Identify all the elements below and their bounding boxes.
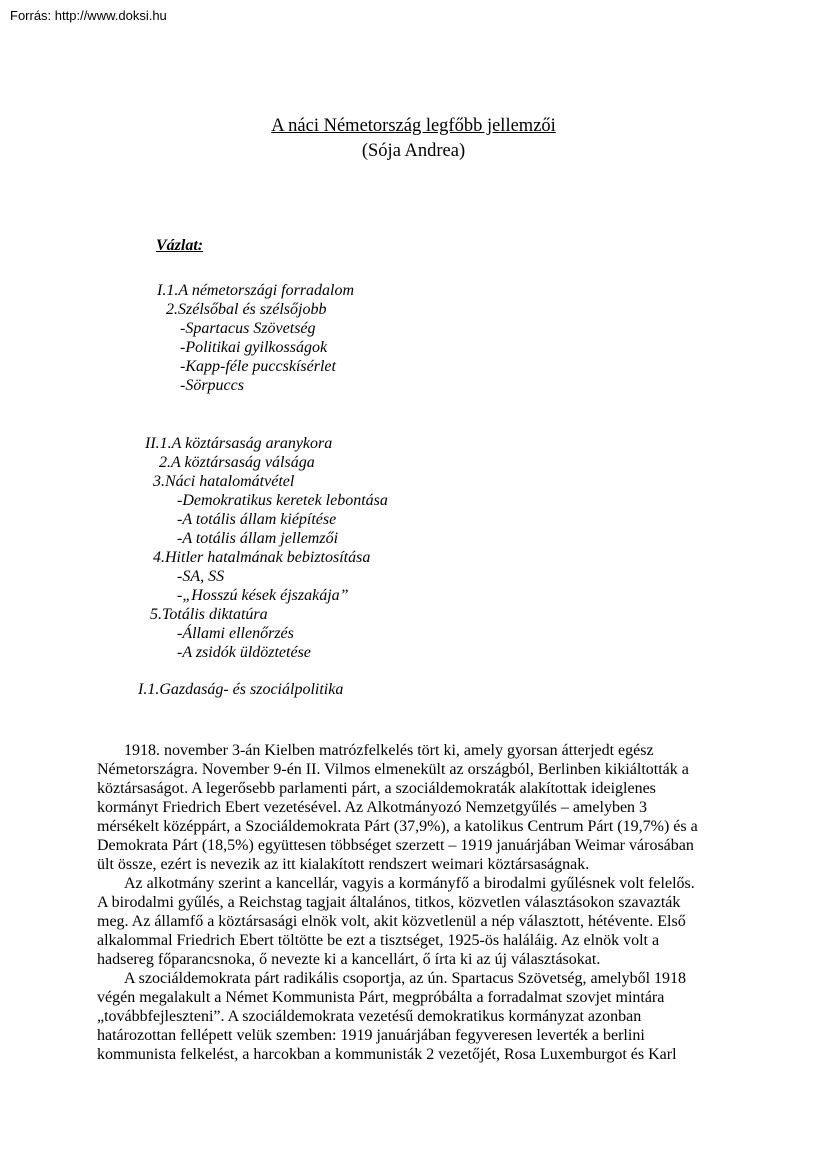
body-line: köztársaságot. A legerősebb parlamenti párt, a szociáldemokraták alakítottak ideiglenes [97, 780, 656, 797]
page-title: A náci Németország legfőbb jellemzői [271, 116, 556, 136]
outline-closing-item: I.1.Gazdaság- és szociálpolitika [138, 681, 344, 698]
outline-item: II.1.A köztársaság aranykora [145, 435, 333, 452]
body-line: „továbbfejleszteni”. A szociáldemokrata vezetésű demokratikus kormányzat azonban [97, 1008, 642, 1025]
body-paragraph [97, 969, 741, 1064]
outline-item: -A totális állam jellemzői [177, 530, 339, 547]
author-subtitle: (Sója Andrea) [361, 141, 466, 161]
body-paragraph [97, 741, 741, 874]
outline-item: 2.Szélsőbal és szélsőjobb [166, 301, 327, 318]
source-line: Forrás: http://www.doksi.hu [10, 8, 167, 23]
body-line: Az alkotmány szerint a kancellár, vagyis a kormányfő a birodalmi gyűlésnek volt felelős. [124, 875, 695, 892]
body-line: hadsereg főparancsnoka, ő nevezte ki a kancellárt, ő írta ki az új választásokat. [97, 951, 601, 968]
body-line: mérsékelt középpárt, a Szociáldemokrata Párt (37,9%), a katolikus Centrum Párt (19,7%) és a [97, 818, 698, 835]
outline-item: 3.Náci hatalomátvétel [153, 473, 295, 490]
outline-item: -Demokratikus keretek lebontása [177, 492, 388, 509]
outline-item: -A zsidók üldöztetése [177, 644, 311, 661]
outline-heading: Vázlat: [156, 237, 204, 254]
body-line: meg. Az államfő a köztársasági elnök volt, akit közvetlenül a nép választott, hétévente. Első [97, 913, 686, 930]
body-line: 1918. november 3-án Kielben matrózfelkelés tört ki, amely gyorsan átterjedt egész [124, 742, 654, 759]
body-line: A birodalmi gyűlés, a Reichstag tagjait általános, titkos, közvetlen választásokon szavazták [97, 894, 681, 911]
body-line: határozottan fellépett velük szemben: 1919 januárjában fegyveresen leverték a berlini [97, 1027, 645, 1044]
outline-item: -Állami ellenőrzés [177, 625, 294, 642]
body-line: kormányt Friedrich Ebert vezetésével. Az Alkotmányozó Nemzetgyűlés – amelyben 3 [97, 799, 648, 816]
body-line: alkalommal Friedrich Ebert töltötte be ezt a tisztséget, 1925-ös haláláig. Az elnök volt a [97, 932, 660, 949]
outline-item: -Kapp-féle puccskísérlet [180, 358, 336, 375]
outline-item: -Spartacus Szövetség [180, 320, 316, 337]
outline-item: -SA, SS [177, 568, 225, 585]
outline-item: I.1.A németországi forradalom [157, 282, 355, 299]
title-block [0, 114, 827, 164]
outline-item: 4.Hitler hatalmának bebiztosítása [153, 549, 371, 566]
body-line: kommunista felkelést, a harcokban a kommunisták 2 vezetőjét, Rosa Luxemburgot és Karl [97, 1046, 677, 1063]
outline-item: -Sörpuccs [180, 377, 244, 394]
body-line: ült össze, ezért is nevezik az itt kialakított rendszert weimari köztársaságnak. [97, 856, 590, 873]
outline-block-2 [0, 434, 827, 662]
outline-item: -„Hosszú kések éjszakája” [177, 587, 349, 604]
body-line: A szociáldemokrata párt radikális csoportja, az ún. Spartacus Szövetség, amelyből 1918 [124, 970, 687, 987]
outline-item: -A totális állam kiépítése [177, 511, 337, 528]
body-line: végén megalakult a Német Kommunista Párt, megpróbálta a forradalmat szovjet mintára [97, 989, 665, 1006]
outline-item: 2.A köztársaság válsága [159, 454, 315, 471]
body-line: Németországra. November 9-én II. Vilmos elmenekült az országból, Berlinben kikiáltották a [97, 761, 689, 778]
body-line: Demokrata Párt (18,5%) együttesen többséget szerzett – 1919 januárjában Weimar városában [97, 837, 694, 854]
body-text [97, 741, 741, 1064]
outline-block-1 [0, 281, 827, 395]
body-paragraph [97, 874, 741, 969]
outline-item: -Politikai gyilkosságok [180, 339, 328, 356]
outline-closing [0, 680, 827, 699]
outline-item: 5.Totális diktatúra [150, 606, 268, 623]
